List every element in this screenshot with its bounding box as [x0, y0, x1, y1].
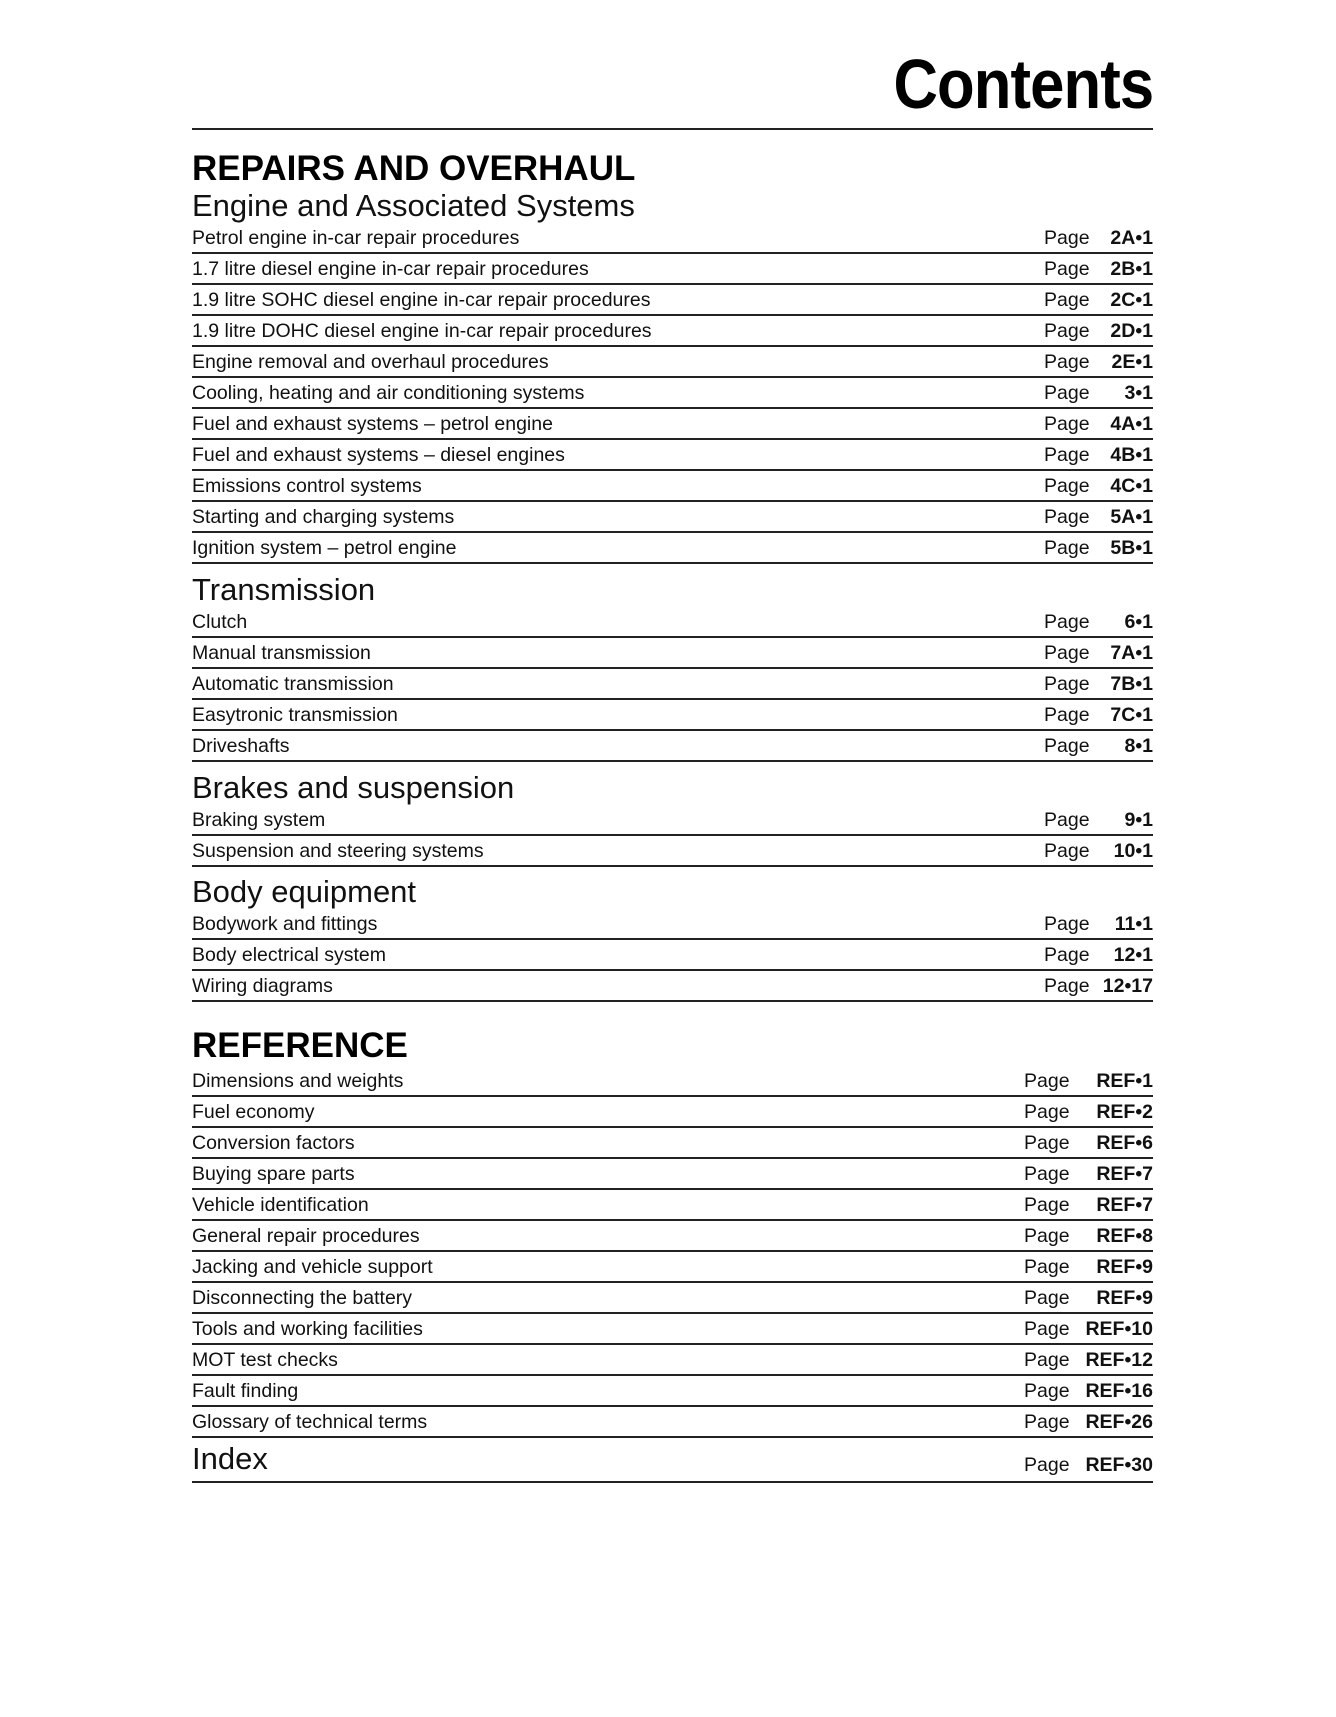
page-word: Page — [1044, 289, 1090, 311]
toc-entry[interactable] — [192, 1066, 1153, 1097]
page-word: Page — [1044, 475, 1090, 497]
entry-label: Tools and working facilities — [192, 1318, 423, 1340]
toc-entry[interactable] — [192, 1345, 1153, 1376]
toc-entry[interactable] — [192, 378, 1153, 409]
entry-label: Manual transmission — [192, 642, 371, 664]
entry-label: Cooling, heating and air conditioning systems — [192, 382, 585, 404]
page-number: 7C•1 — [1110, 704, 1153, 726]
toc-entry[interactable] — [192, 940, 1153, 971]
page-word: Page — [1044, 840, 1090, 862]
page-number: 2C•1 — [1110, 289, 1153, 311]
entry-label: General repair procedures — [192, 1225, 420, 1247]
page-word: Page — [1044, 975, 1090, 997]
page-number: 3•1 — [1124, 382, 1153, 404]
entry-label: Automatic transmission — [192, 673, 394, 695]
entry-label: Fault finding — [192, 1380, 299, 1402]
page-word: Page — [1044, 673, 1090, 695]
page-number: 2E•1 — [1111, 351, 1153, 373]
page-number: REF•10 — [1085, 1318, 1153, 1340]
toc-entry[interactable] — [192, 805, 1153, 836]
entry-label: Conversion factors — [192, 1132, 355, 1154]
page-word: Page — [1044, 735, 1090, 757]
page-number: REF•30 — [1085, 1454, 1153, 1476]
reference-entries — [192, 1066, 1153, 1438]
page-word: Page — [1044, 809, 1090, 831]
page-number: REF•16 — [1085, 1380, 1153, 1402]
transmission-entries — [192, 607, 1153, 762]
entry-label: Fuel and exhaust systems – diesel engines — [192, 444, 565, 466]
toc-entry[interactable] — [192, 1376, 1153, 1407]
page-number: 10•1 — [1113, 840, 1153, 862]
toc-entry[interactable] — [192, 316, 1153, 347]
page-number: 5B•1 — [1110, 537, 1153, 559]
toc-entry[interactable] — [192, 1283, 1153, 1314]
page-word: Page — [1044, 351, 1090, 373]
page-word: Page — [1024, 1070, 1070, 1092]
page-word: Page — [1024, 1411, 1070, 1433]
page-word: Page — [1044, 227, 1090, 249]
toc-entry[interactable] — [192, 1128, 1153, 1159]
entry-label: 1.7 litre diesel engine in-car repair procedures — [192, 258, 589, 280]
toc-entry[interactable] — [192, 669, 1153, 700]
page-number: REF•7 — [1096, 1194, 1153, 1216]
page-number: REF•6 — [1096, 1132, 1153, 1154]
entry-label: Glossary of technical terms — [192, 1411, 428, 1433]
entry-label: Dimensions and weights — [192, 1070, 404, 1092]
toc-entry[interactable] — [192, 409, 1153, 440]
section-heading-engine: Engine and Associated Systems — [192, 188, 635, 223]
page-number: REF•9 — [1096, 1287, 1153, 1309]
page-number: 6•1 — [1124, 611, 1153, 633]
toc-entry[interactable] — [192, 285, 1153, 316]
page-word: Page — [1044, 413, 1090, 435]
entry-label: Clutch — [192, 611, 248, 633]
toc-entry[interactable] — [192, 1221, 1153, 1252]
entry-label: Fuel and exhaust systems – petrol engine — [192, 413, 553, 435]
section-heading-brakes: Brakes and suspension — [192, 770, 515, 805]
toc-entry[interactable] — [192, 909, 1153, 940]
entry-label: Jacking and vehicle support — [192, 1256, 433, 1278]
engine-entries — [192, 223, 1153, 564]
toc-entry[interactable] — [192, 502, 1153, 533]
page-word: Page — [1024, 1287, 1070, 1309]
toc-entry[interactable] — [192, 700, 1153, 731]
page-word: Page — [1044, 944, 1090, 966]
entry-label: 1.9 litre DOHC diesel engine in-car repair procedures — [192, 320, 652, 342]
page-number: 7B•1 — [1110, 673, 1153, 695]
toc-entry[interactable] — [192, 836, 1153, 867]
page-number: REF•26 — [1085, 1411, 1153, 1433]
toc-entry[interactable] — [192, 471, 1153, 502]
page-number: REF•7 — [1096, 1163, 1153, 1185]
page-number: 5A•1 — [1110, 506, 1153, 528]
toc-entry[interactable] — [192, 607, 1153, 638]
page-word: Page — [1024, 1380, 1070, 1402]
repairs-heading: REPAIRS AND OVERHAUL — [192, 149, 636, 188]
page-title: Contents — [893, 45, 1153, 123]
page-number: REF•2 — [1096, 1101, 1153, 1123]
page-word: Page — [1024, 1194, 1070, 1216]
page-word: Page — [1044, 704, 1090, 726]
page-word: Page — [1044, 642, 1090, 664]
entry-label: Starting and charging systems — [192, 506, 455, 528]
entry-label: Engine removal and overhaul procedures — [192, 351, 549, 373]
index-entry[interactable] — [192, 1440, 1153, 1483]
body-entries — [192, 909, 1153, 1002]
toc-entry[interactable] — [192, 731, 1153, 762]
reference-heading: REFERENCE — [192, 1026, 408, 1065]
toc-entry[interactable] — [192, 254, 1153, 285]
entry-label: MOT test checks — [192, 1349, 338, 1371]
page-word: Page — [1044, 320, 1090, 342]
entry-label: Disconnecting the battery — [192, 1287, 413, 1309]
brakes-entries — [192, 805, 1153, 867]
index-label: Index — [192, 1441, 268, 1476]
page-word: Page — [1024, 1225, 1070, 1247]
toc-entry[interactable] — [192, 533, 1153, 564]
entry-label: Body electrical system — [192, 944, 386, 966]
page-number: REF•12 — [1085, 1349, 1153, 1371]
page-number: 8•1 — [1124, 735, 1153, 757]
entry-label: Bodywork and fittings — [192, 913, 378, 935]
page-number: REF•9 — [1096, 1256, 1153, 1278]
toc-entry[interactable] — [192, 1159, 1153, 1190]
toc-entry[interactable] — [192, 347, 1153, 378]
page-word: Page — [1044, 444, 1090, 466]
page-word: Page — [1024, 1454, 1070, 1476]
page-number: 4B•1 — [1110, 444, 1153, 466]
page-number: 12•17 — [1102, 975, 1153, 997]
entry-label: Wiring diagrams — [192, 975, 333, 997]
page-number: 9•1 — [1124, 809, 1153, 831]
entry-label: Easytronic transmission — [192, 704, 398, 726]
section-heading-body: Body equipment — [192, 874, 417, 909]
page-word: Page — [1044, 611, 1090, 633]
page-word: Page — [1044, 537, 1090, 559]
entry-label: Suspension and steering systems — [192, 840, 484, 862]
page-number: REF•8 — [1096, 1225, 1153, 1247]
title-rule — [192, 128, 1153, 130]
toc-entry[interactable] — [192, 1314, 1153, 1345]
page-word: Page — [1024, 1132, 1070, 1154]
entry-label: Driveshafts — [192, 735, 290, 757]
toc-entry[interactable] — [192, 1190, 1153, 1221]
page-word: Page — [1024, 1349, 1070, 1371]
toc-entry[interactable] — [192, 1407, 1153, 1438]
page-word: Page — [1024, 1101, 1070, 1123]
page-word: Page — [1024, 1318, 1070, 1340]
entry-label: Vehicle identification — [192, 1194, 369, 1216]
page-number: 2B•1 — [1110, 258, 1153, 280]
entry-label: Braking system — [192, 809, 326, 831]
page-number: REF•1 — [1096, 1070, 1153, 1092]
toc-entry[interactable] — [192, 1097, 1153, 1128]
entry-label: Buying spare parts — [192, 1163, 355, 1185]
page-word: Page — [1044, 506, 1090, 528]
toc-entry[interactable] — [192, 971, 1153, 1002]
page-word: Page — [1044, 913, 1090, 935]
page-word: Page — [1024, 1163, 1070, 1185]
entry-label: Ignition system – petrol engine — [192, 537, 457, 559]
page-number: 2D•1 — [1110, 320, 1153, 342]
section-heading-transmission: Transmission — [192, 572, 376, 607]
entry-label: Emissions control systems — [192, 475, 422, 497]
toc-entry[interactable] — [192, 1252, 1153, 1283]
entry-label: Fuel economy — [192, 1101, 315, 1123]
page-number: 7A•1 — [1110, 642, 1153, 664]
toc-entry[interactable] — [192, 223, 1153, 254]
page-number: 2A•1 — [1110, 227, 1153, 249]
entry-label: 1.9 litre SOHC diesel engine in-car repair procedures — [192, 289, 651, 311]
page-word: Page — [1024, 1256, 1070, 1278]
page-word: Page — [1044, 382, 1090, 404]
page-number: 12•1 — [1113, 944, 1153, 966]
page-number: 4C•1 — [1110, 475, 1153, 497]
page-number: 11•1 — [1114, 913, 1153, 935]
entry-label: Petrol engine in-car repair procedures — [192, 227, 520, 249]
page-word: Page — [1044, 258, 1090, 280]
toc-entry[interactable] — [192, 440, 1153, 471]
toc-entry[interactable] — [192, 638, 1153, 669]
page-number: 4A•1 — [1110, 413, 1153, 435]
